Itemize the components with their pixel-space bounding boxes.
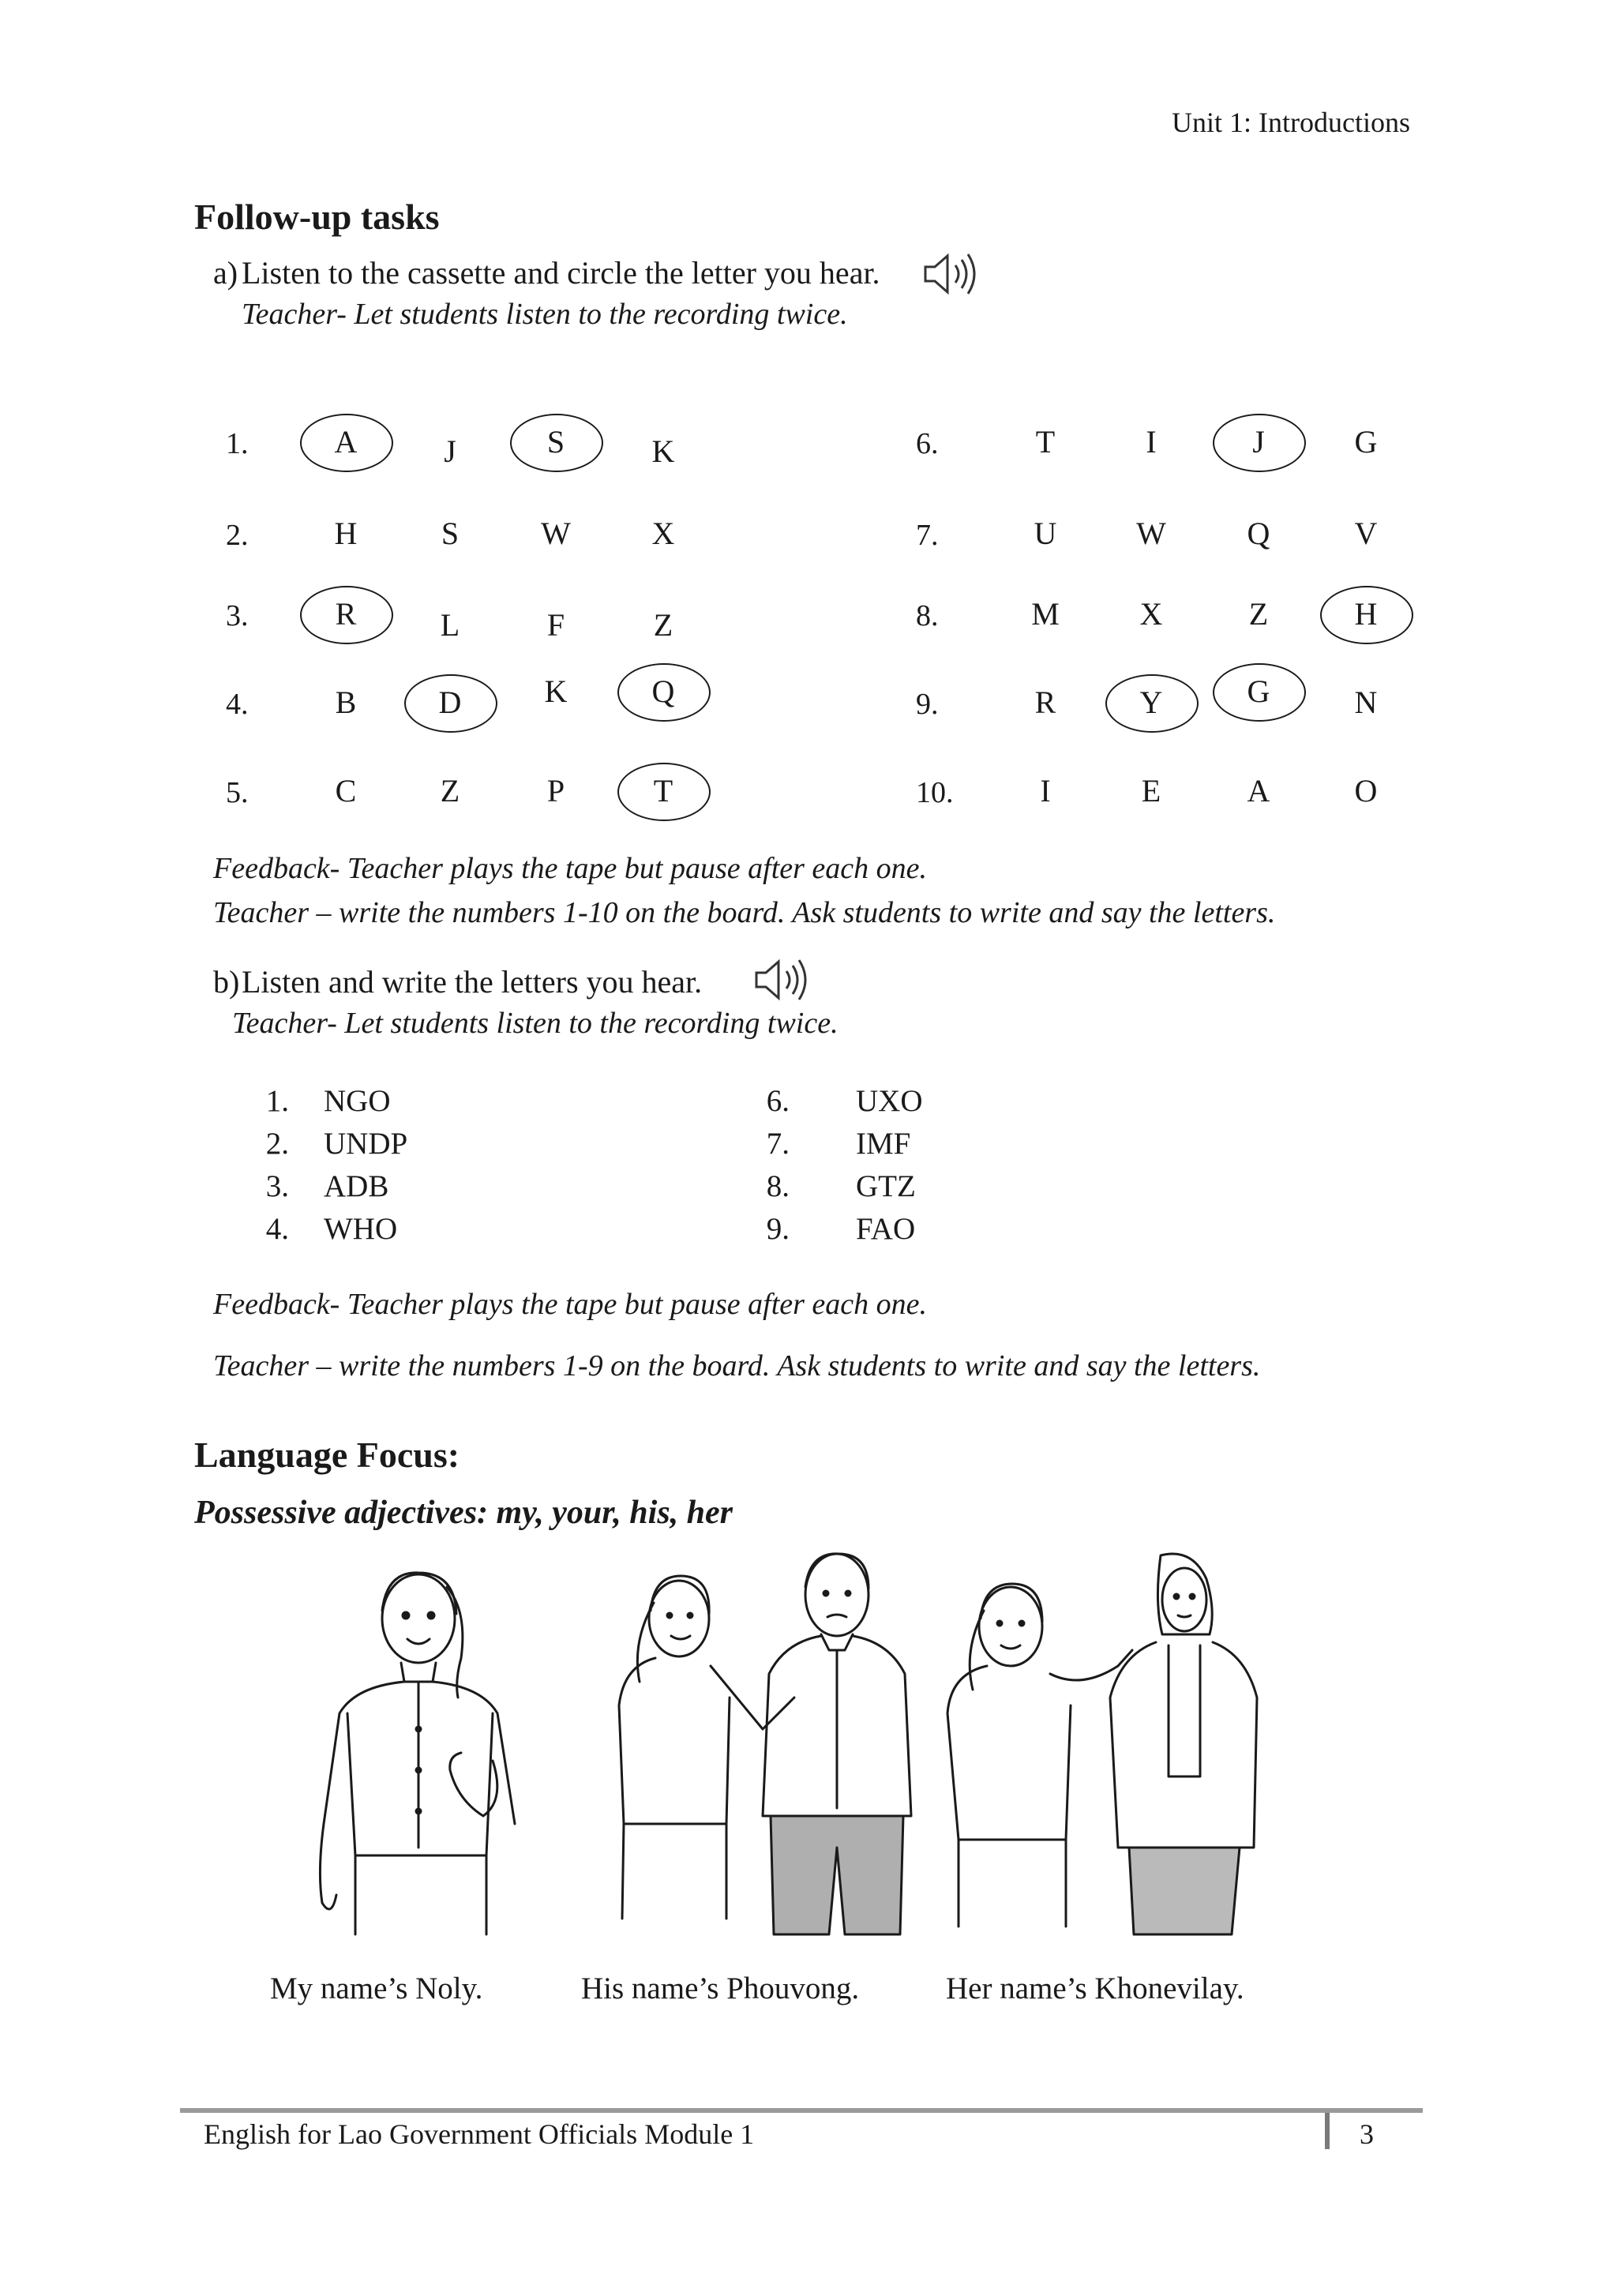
grid-letter: T	[653, 773, 673, 808]
grid-letter: F	[546, 607, 565, 643]
grid-letter: T	[1035, 424, 1056, 460]
grid-letter: J	[1252, 424, 1265, 460]
answer-circle	[300, 414, 393, 472]
grid-letter: G	[1247, 673, 1270, 709]
acronym-item: FAO	[856, 1212, 916, 1246]
task-b-feedback-1: Feedback- Teacher plays the tape but pause after each one.	[213, 1288, 928, 1321]
grid-letter: H	[1354, 596, 1378, 632]
acronym-item: NGO	[324, 1084, 391, 1118]
task-a-note: Teacher- Let students listen to the recording twice.	[242, 298, 848, 331]
illustration-woman-self	[300, 1563, 537, 1950]
speaker-icon[interactable]	[921, 249, 981, 298]
grid-letter: V	[1354, 516, 1378, 551]
answer-circle	[300, 586, 393, 644]
task-a-instruction: Listen to the cassette and circle the letter you hear.	[242, 255, 880, 291]
grid-letter: Q	[651, 673, 675, 709]
acronym-number: 4.	[265, 1212, 289, 1246]
grid-letter: B	[335, 685, 357, 720]
grid-letter: P	[546, 773, 565, 808]
grid-letter: W	[1136, 516, 1166, 551]
figure-caption: Her name’s Khonevilay.	[946, 1971, 1244, 2005]
grid-letter: Y	[1139, 685, 1163, 720]
acronym-item: IMF	[856, 1127, 911, 1161]
acronym-number: 8.	[766, 1169, 790, 1203]
grid-letter: L	[440, 607, 460, 643]
grid-row-number: 4.	[226, 688, 249, 721]
task-a-marker: a)	[213, 255, 238, 291]
grid-row-number: 10.	[916, 776, 954, 809]
grid-letter: X	[651, 516, 675, 551]
section-heading-follow-up: Follow-up tasks	[194, 197, 440, 237]
task-b-marker: b)	[213, 964, 240, 1000]
grid-letter: Z	[1248, 596, 1269, 632]
answer-circle	[1320, 586, 1413, 644]
acronym-number: 7.	[766, 1127, 790, 1161]
grid-row-number: 9.	[916, 688, 939, 721]
acronym-number: 2.	[265, 1127, 289, 1161]
figure-caption: His name’s Phouvong.	[581, 1971, 860, 2005]
grid-letter: K	[651, 433, 675, 469]
answer-circle	[617, 763, 711, 821]
answer-circle	[510, 414, 603, 472]
grid-letter: K	[544, 673, 568, 709]
grid-letter: Z	[653, 607, 673, 643]
grid-letter: Z	[440, 773, 460, 808]
speaker-icon[interactable]	[752, 955, 812, 1004]
grid-letter: A	[1247, 773, 1270, 808]
answer-circle	[617, 663, 711, 722]
footer-book-title: English for Lao Government Officials Module 1	[204, 2118, 755, 2150]
footer-divider	[1325, 2113, 1330, 2149]
grid-letter: N	[1354, 685, 1378, 720]
section-subheading-possessive: Possessive adjectives: my, your, his, her	[194, 1495, 733, 1531]
footer-rule	[180, 2108, 1423, 2113]
answer-circle	[1105, 674, 1199, 733]
grid-row-number: 7.	[916, 519, 939, 552]
grid-letter: W	[541, 516, 571, 551]
grid-row-number: 6.	[916, 427, 939, 460]
grid-letter: U	[1034, 516, 1057, 551]
grid-row-number: 8.	[916, 599, 939, 632]
grid-letter: I	[1146, 424, 1157, 460]
acronym-item: GTZ	[856, 1169, 916, 1203]
grid-row-number: 2.	[226, 519, 249, 552]
page-number: 3	[1360, 2118, 1374, 2150]
grid-letter: H	[334, 516, 358, 551]
grid-letter: R	[1034, 685, 1056, 720]
task-b-feedback-2: Teacher – write the numbers 1-9 on the board. Ask students to write and say the letters.	[213, 1349, 1261, 1382]
grid-letter: C	[335, 773, 357, 808]
section-heading-language-focus: Language Focus:	[194, 1435, 460, 1475]
task-b-instruction: Listen and write the letters you hear.	[242, 964, 703, 1000]
task-a-feedback-2: Teacher – write the numbers 1-10 on the board. Ask students to write and say the letters.	[213, 896, 1276, 929]
acronym-number: 9.	[766, 1212, 790, 1246]
running-title: Unit 1: Introductions	[1172, 107, 1410, 138]
acronym-item: UXO	[856, 1084, 923, 1118]
grid-letter: J	[444, 433, 456, 469]
grid-row-number: 1.	[226, 427, 249, 460]
grid-letter: S	[546, 424, 565, 460]
answer-circle	[404, 674, 497, 733]
grid-letter: G	[1354, 424, 1378, 460]
figure-caption: My name’s Noly.	[270, 1971, 483, 2005]
grid-letter: R	[335, 596, 357, 632]
grid-letter: S	[441, 516, 460, 551]
acronym-item: UNDP	[324, 1127, 408, 1161]
acronym-item: WHO	[324, 1212, 398, 1246]
illustration-two-women	[932, 1548, 1263, 1942]
answer-circle	[1213, 414, 1306, 472]
answer-circle	[1213, 663, 1306, 722]
illustration-woman-and-man	[608, 1548, 924, 1942]
task-b-note: Teacher- Let students listen to the recording twice.	[232, 1007, 839, 1040]
grid-letter: X	[1139, 596, 1163, 632]
grid-letter: M	[1031, 596, 1060, 632]
acronym-item: ADB	[324, 1169, 389, 1203]
grid-letter: I	[1040, 773, 1051, 808]
grid-row-number: 5.	[226, 776, 249, 809]
acronym-number: 6.	[766, 1084, 790, 1118]
grid-letter: D	[438, 685, 462, 720]
grid-letter: A	[334, 424, 358, 460]
acronym-number: 1.	[265, 1084, 289, 1118]
acronym-number: 3.	[265, 1169, 289, 1203]
task-a-feedback-1: Feedback- Teacher plays the tape but pause after each one.	[213, 852, 928, 885]
grid-letter: O	[1354, 773, 1378, 808]
grid-letter: Q	[1247, 516, 1270, 551]
grid-row-number: 3.	[226, 599, 249, 632]
grid-letter: E	[1141, 773, 1161, 808]
